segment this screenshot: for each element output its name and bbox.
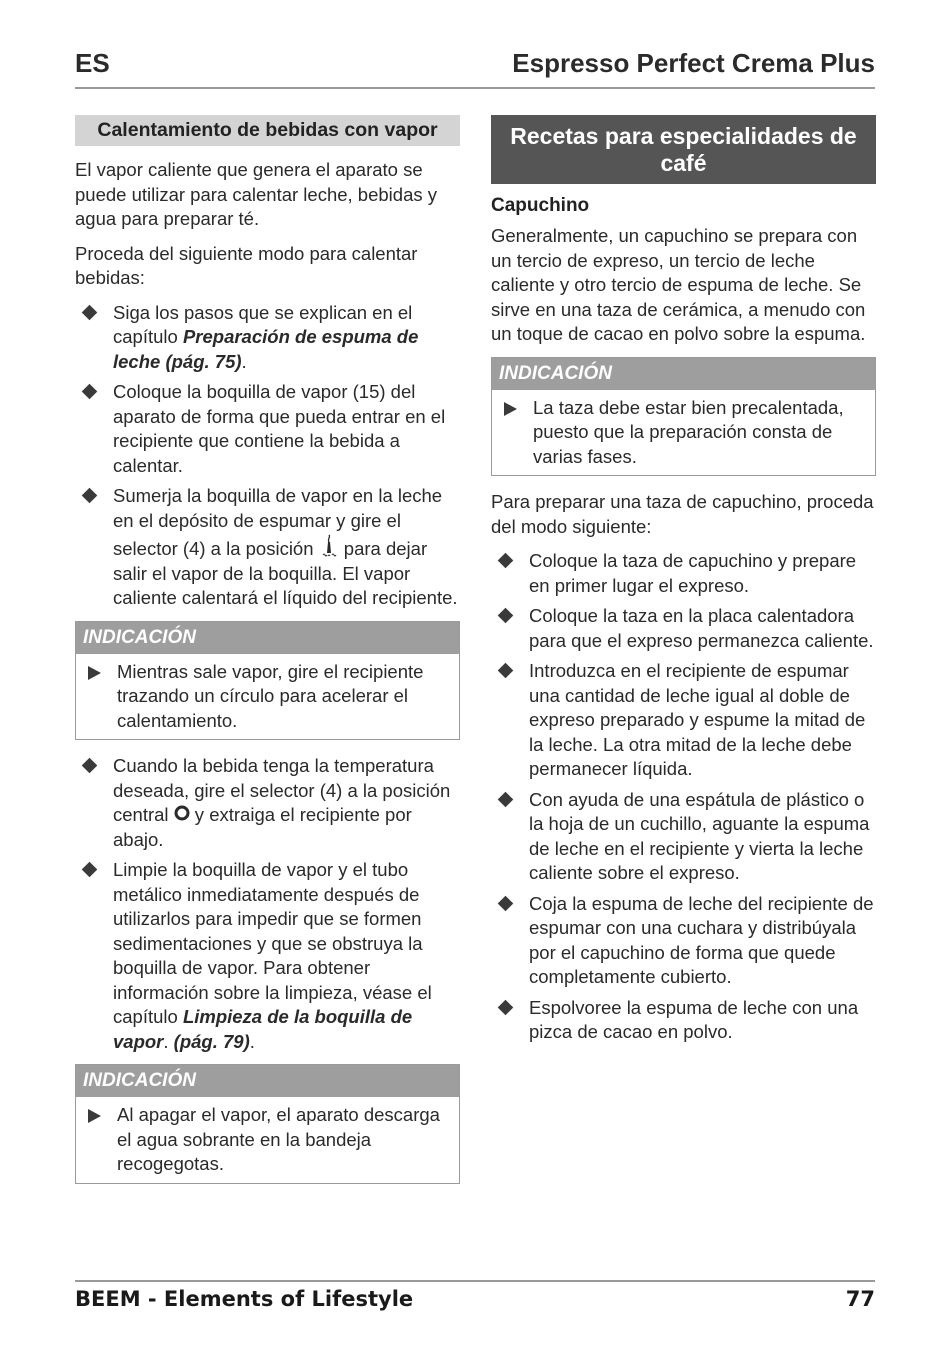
- section-heading-recipes: Recetas para especialidades de café: [491, 115, 876, 184]
- right-column: [491, 115, 876, 1051]
- list-item: [75, 484, 460, 611]
- note-box: [75, 1064, 460, 1184]
- list-item: [491, 788, 876, 886]
- note-text: La taza debe estar bien precalentada, puesto que la preparación consta de varias fases.: [533, 396, 844, 467]
- note-text: Al apagar el vapor, el aparato descarga el agua sobrante en la bandeja recogegotas.: [117, 1104, 440, 1174]
- diamond-bullet-icon: [82, 758, 98, 774]
- list-item: [75, 301, 460, 375]
- triangle-arrow-icon: [504, 402, 517, 416]
- list-item-text: Espolvoree la espuma de leche con una pizca de cacao en polvo.: [529, 996, 859, 1042]
- steam-position-icon: [319, 533, 339, 559]
- list-item-text: .: [241, 350, 247, 372]
- list-item-text: para dejar salir el vapor de la boquilla. El vapor caliente calentará el líquido del recipiente.: [113, 538, 458, 608]
- footer-brand: BEEM - Elements of Lifestyle: [75, 1287, 414, 1311]
- section-heading-steam: Calentamiento de bebidas con vapor: [75, 115, 460, 146]
- list-item-text: .: [163, 1030, 174, 1052]
- list-item: [491, 549, 876, 598]
- diamond-bullet-icon: [498, 663, 514, 679]
- list-item: [75, 858, 460, 1054]
- subheading-capuchino: Capuchino: [491, 195, 590, 216]
- triangle-arrow-icon: [88, 666, 101, 680]
- note-heading: INDICACIÓN: [76, 1065, 459, 1097]
- diamond-bullet-icon: [82, 862, 98, 878]
- list-item-text: y extraiga el recipiente por abajo.: [113, 804, 412, 850]
- diamond-bullet-icon: [498, 608, 514, 624]
- list-item-text: Coloque la taza de capuchino y prepare en primer lugar el expreso.: [529, 550, 857, 596]
- list-item: [491, 996, 876, 1045]
- circle-position-icon: [174, 805, 190, 821]
- list-item-text: Coja la espuma de leche del recipiente de espumar con una cuchara y distribúyala por el capuchino de forma que quede completamente cubierto.: [529, 892, 874, 987]
- steam-steps-list-continued: [75, 754, 460, 1054]
- diamond-bullet-icon: [498, 895, 514, 911]
- header-title: Espresso Perfect Crema Plus: [512, 48, 875, 78]
- header-divider: [75, 87, 875, 89]
- steps-intro: Para preparar una taza de capuchino, proceda del modo siguiente:: [491, 491, 874, 537]
- capuchino-steps-list: [491, 549, 876, 1045]
- note-body: [492, 390, 875, 476]
- list-item-text: .: [249, 1030, 255, 1052]
- diamond-bullet-icon: [82, 488, 98, 504]
- diamond-bullet-icon: [82, 304, 98, 320]
- steam-steps-list: [75, 301, 460, 611]
- procedure-paragraph: Proceda del siguiente modo para calentar bebidas:: [75, 242, 418, 288]
- list-item-text: Cuando la bebida tenga la temperatura deseada, gire el selector (4) a la posición central: [113, 755, 451, 825]
- header-language: ES: [75, 48, 110, 78]
- chapter-reference: Preparación de espuma de leche (pág. 75): [113, 326, 419, 372]
- note-box: [75, 621, 460, 741]
- diamond-bullet-icon: [498, 553, 514, 569]
- page-reference: (pág. 79): [173, 1030, 250, 1052]
- note-body: [76, 1097, 459, 1183]
- list-item-text: Coloque la taza en la placa calentadora para que el expreso permanezca caliente.: [529, 605, 874, 651]
- list-item: [75, 754, 460, 852]
- note-box: [491, 357, 876, 477]
- list-item-text: Limpie la boquilla de vapor y el tubo metálico inmediatamente después de utilizarlos para impedir que se formen sedimentaciones y que se obstruya la boquilla de vapor. Para obtener información sobre la limpieza, véase el capítulo: [113, 859, 432, 1027]
- list-item-text: Siga los pasos que se explican en el capítulo: [113, 301, 413, 347]
- note-text: Mientras sale vapor, gire el recipiente trazando un círculo para acelerar el calentamiento.: [117, 660, 424, 731]
- note-heading: INDICACIÓN: [492, 358, 875, 390]
- triangle-arrow-icon: [88, 1109, 101, 1123]
- left-column: [75, 115, 460, 1198]
- chapter-reference: Limpieza de la boquilla de vapor: [113, 1006, 413, 1052]
- list-item-text: Introduzca en el recipiente de espumar una cantidad de leche igual al doble de expreso preparado y espume la mitad de la leche. La otra mitad de la leche debe permanecer líquida.: [529, 660, 866, 779]
- list-item: [491, 604, 876, 653]
- diamond-bullet-icon: [82, 384, 98, 400]
- list-item: [491, 892, 876, 990]
- list-item: [75, 380, 460, 478]
- list-item-text: Con ayuda de una espátula de plástico o la hoja de un cuchillo, aguante la espuma de leche en el recipiente y vierta la leche caliente sobre el expreso.: [529, 788, 870, 883]
- footer-divider: [75, 1280, 875, 1282]
- list-item-text: Coloque la boquilla de vapor (15) del aparato de forma que pueda entrar en el recipiente que contiene la bebida a calentar.: [113, 381, 446, 476]
- list-item: [491, 659, 876, 782]
- list-item-text: Sumerja la boquilla de vapor en la leche en el depósito de espumar y gire el selector (4) a la posición: [113, 485, 443, 559]
- page-number: 77: [845, 1287, 875, 1311]
- diamond-bullet-icon: [498, 791, 514, 807]
- diamond-bullet-icon: [498, 999, 514, 1015]
- intro-paragraph: El vapor caliente que genera el aparato se puede utilizar para calentar leche, bebidas y agua para preparar té.: [75, 159, 438, 229]
- note-heading: INDICACIÓN: [76, 622, 459, 654]
- note-body: [76, 654, 459, 740]
- capuchino-intro: Generalmente, un capuchino se prepara con un tercio de expreso, un tercio de leche caliente y otro tercio de espuma de leche. Se sirve en una taza de cerámica, a menudo con un toque de cacao en polvo sobre la espuma.: [491, 225, 866, 344]
